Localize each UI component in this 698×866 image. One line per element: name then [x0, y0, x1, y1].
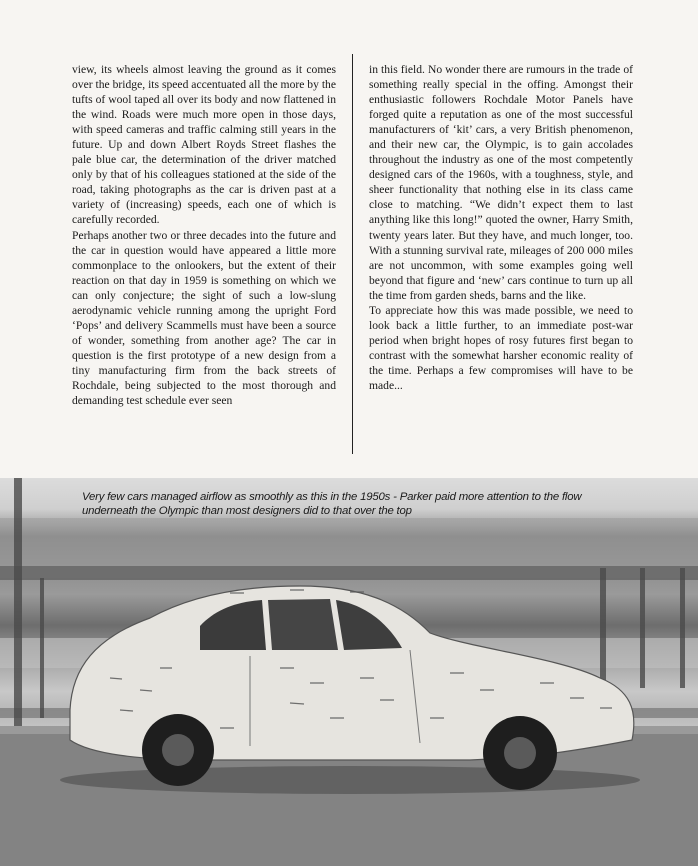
olympic-car-illustration	[0, 478, 698, 866]
column-divider	[352, 54, 353, 454]
article-paragraph: view, its wheels almost leaving the ground as it comes over the bridge, its speed accentuated all the more by the tufts of wool taped all over its body and now flattened in the wind. Roads were much more open in those days, with speed cameras and traffic calming still years in the future. Up and down Albert Royds Street flashes the pale blue car, the determination of the driver matched only by that of his colleagues stationed at the side of the road, taking photographs as the car is driven past at a variety of (increasing) speeds, each one of which is carefully recorded.	[72, 63, 336, 227]
photo-caption: Very few cars managed airflow as smoothly as this in the 1950s - Parker paid more attention to the flow underneath the Olympic than most designers did to that over the top	[82, 491, 582, 517]
article-column-right	[369, 62, 633, 393]
article-paragraph: To appreciate how this was made possible, we need to look back a little further, to an immediate post-war period when bright hopes of rosy futures first began to contrast with the somewhat harsher economic reality of the time. Perhaps a few compromises will have to be made...	[369, 303, 633, 392]
article-column-left	[72, 62, 336, 408]
article-paragraph: in this field. No wonder there are rumours in the trade of something really special in the offing. Amongst their enthusiastic followers Rochdale Motor Panels have forged quite a reputation as one of the most successful manufacturers of ‘kit’ cars, a very British phenomenon, and their new car, the Olympic, is to gain accolades throughout the industry as one of the most competently designed cars of the 1960s, with a toughness, style, and sheer functionality that nothing else in its class came close to matching. “We didn’t expect them to last anything like this long!” quoted the owner, Harry Smith, twenty years later. But they have, and much longer, too. With a stunning survival rate, mileages of 200 000 miles are not uncommon, with some examples going well beyond that figure and ‘new’ cars continue to turn up all the time from garden sheds, barns and the like.	[369, 63, 633, 302]
article-paragraph: Perhaps another two or three decades into the future and the car in question would have appeared a little more commonplace to the onlookers, but the extent of their reaction on that day in 1959 is something on which we can only conjecture; the sight of such a low-slung aerodynamic vehicle running among the upright Ford ‘Pops’ and delivery Scammells must have been a source of wonder, something from another age? The car in question is the first prototype of a new design from a tiny manufacturing firm from the back streets of Rochdale, being subjected to the most thorough and demanding test schedule ever seen	[72, 228, 336, 408]
car-photograph	[0, 478, 698, 866]
